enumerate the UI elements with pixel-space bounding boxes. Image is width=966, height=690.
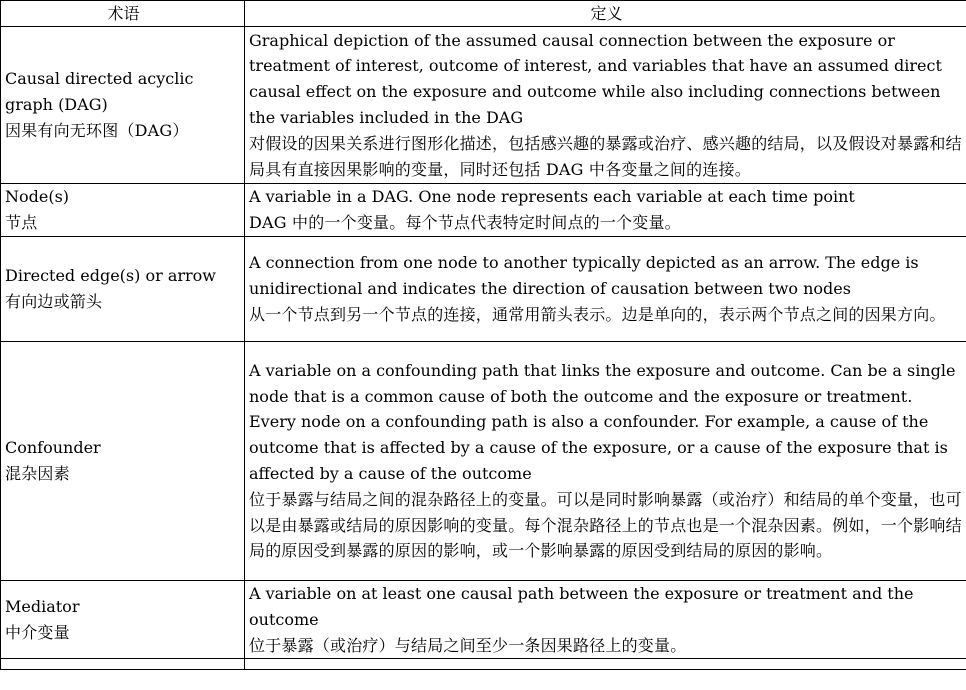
header-term: 术语: [1, 1, 245, 27]
table-row-partial: [1, 659, 966, 670]
definition-en: A connection from one node to another typically depicted as an arrow. The edge is unidirectional and indicates the direction of causation between two nodes: [249, 253, 919, 299]
term-cell: [1, 184, 245, 237]
table-row: [1, 342, 966, 581]
definition-en: A variable in a DAG. One node represents each variable at each time point: [249, 187, 855, 207]
definition-zh: DAG 中的一个变量。每个节点代表特定时间点的一个变量。: [249, 213, 681, 232]
term-zh: 因果有向无环图（DAG）: [5, 120, 189, 140]
term-zh: 节点: [5, 213, 38, 232]
header-row: [1, 1, 966, 27]
term-cell: [1, 581, 245, 659]
term-zh: 混杂因素: [5, 464, 70, 483]
term-cell: [1, 342, 245, 581]
definition-cell: [245, 581, 966, 659]
table-row: [1, 237, 966, 342]
term-en: Directed edge(s) or arrow: [5, 266, 216, 286]
definition-cell: [245, 237, 966, 342]
definition-zh: 位于暴露与结局之间的混杂路径上的变量。可以是同时影响暴露（或治疗）和结局的单个变量，也可以是由暴露或结局的原因影响的变量。每个混杂路径上的节点也是一个混杂因素。例如，一个影响结局的原因受到暴露的原因的影响，或一个影响暴露的原因受到结局的原因的影响。: [249, 489, 962, 561]
table-row: [1, 27, 966, 184]
definition-en: A variable on a confounding path that links the exposure and outcome. Can be a single node that is a common cause of both the outcome and the exposure or treatment. Every node on a confounding path is also a confounder. For example, a cause of the outcome that is affected by a cause of the exposure, or a cause of the exposure that is affected by a cause of the outcome: [249, 360, 956, 483]
term-cell: [1, 27, 245, 184]
table-row: [1, 184, 966, 237]
term-cell: [1, 237, 245, 342]
term-en: Confounder: [5, 438, 101, 458]
term-en: Mediator: [5, 596, 80, 616]
header-definition: 定义: [245, 1, 966, 27]
term-cell-empty: [1, 659, 245, 670]
term-en: Causal directed acyclic graph (DAG): [5, 69, 194, 115]
definition-zh: 对假设的因果关系进行图形化描述，包括感兴趣的暴露或治疗、感兴趣的结局，以及假设对暴露和结局具有直接因果影响的变量，同时还包括 DAG 中各变量之间的连接。: [249, 133, 962, 179]
definition-cell: [245, 27, 966, 184]
term-zh: 有向边或箭头: [5, 292, 103, 311]
definition-cell: [245, 342, 966, 581]
definition-en: A variable on at least one causal path between the exposure or treatment and the outcome: [249, 584, 914, 629]
table-row: [1, 581, 966, 659]
definition-cell-empty: [245, 659, 966, 670]
definition-cell: [245, 184, 966, 237]
definition-zh: 从一个节点到另一个节点的连接，通常用箭头表示。边是单向的，表示两个节点之间的因果方向。: [249, 304, 946, 324]
term-zh: 中介变量: [5, 622, 70, 642]
term-en: Node(s): [5, 187, 70, 207]
definition-en: Graphical depiction of the assumed causal connection between the exposure or treatment of interest, outcome of interest, and variables that have an assumed direct causal effect on the exposure and outcome while also including connections between the variables included in the DAG: [249, 30, 942, 127]
definition-zh: 位于暴露（或治疗）与结局之间至少一条因果路径上的变量。: [249, 635, 687, 655]
